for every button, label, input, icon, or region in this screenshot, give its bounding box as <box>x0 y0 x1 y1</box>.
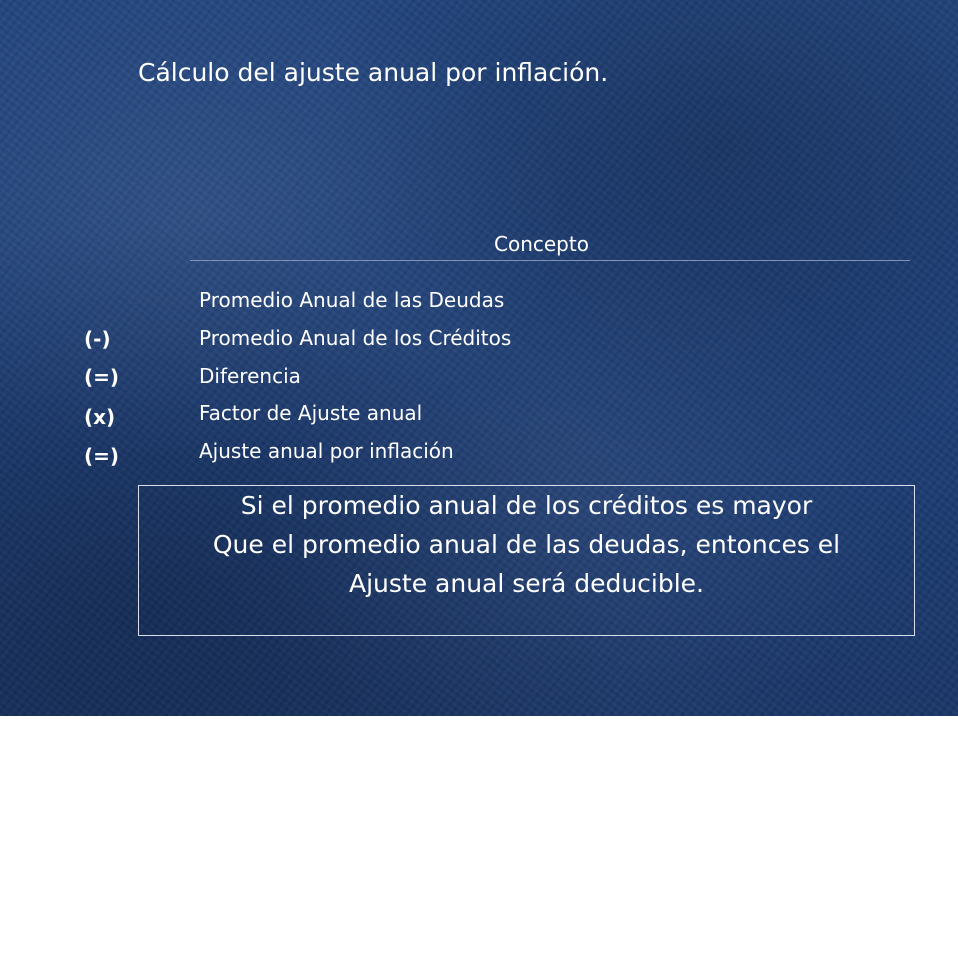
concept-row-ajuste: Ajuste anual por inflación <box>199 439 454 463</box>
column-header-concepto: Concepto <box>494 232 589 256</box>
concept-row-deudas: Promedio Anual de las Deudas <box>199 288 505 312</box>
concept-row-creditos: Promedio Anual de los Créditos <box>199 326 512 350</box>
slide-title: Cálculo del ajuste anual por inflación. <box>138 58 609 87</box>
note-line: Que el promedio anual de las deudas, entonces el <box>212 530 841 559</box>
note-line: Si el promedio anual de los créditos es mayor <box>240 491 813 520</box>
concept-row-factor: Factor de Ajuste anual <box>199 401 423 425</box>
note-box <box>138 485 915 636</box>
operator-minus: (-) <box>84 327 111 351</box>
note-line: Ajuste anual será deducible. <box>348 569 705 598</box>
operator-equals-result: (=) <box>84 444 120 468</box>
operator-multiply: (x) <box>84 405 116 429</box>
operator-equals: (=) <box>84 365 120 389</box>
concept-row-diferencia: Diferencia <box>199 364 301 388</box>
header-divider <box>190 260 910 261</box>
